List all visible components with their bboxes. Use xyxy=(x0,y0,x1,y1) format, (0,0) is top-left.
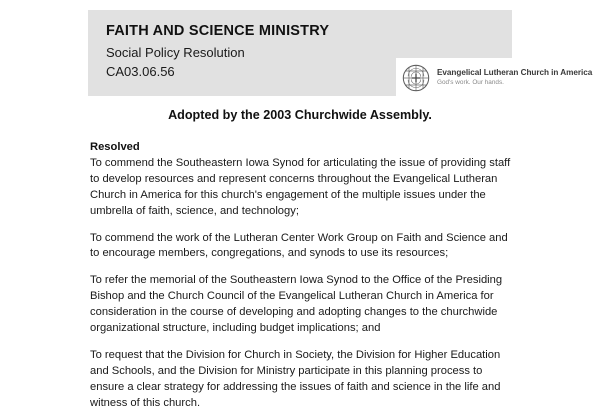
document-header-band xyxy=(88,10,593,96)
resolution-paragraph: To commend the Southeastern Iowa Synod for articulating the issue of providing staff to develop resources and represent concerns throughout the Evangelical Lutheran Church in America for this church's engagement of the multiple issues under the umbrella of faith, science, and technology; xyxy=(90,156,511,217)
resolution-paragraph: To request that the Division for Church in Society, the Division for Higher Education and Schools, and the Division for Ministry participate in this planning process to ensure a clear strategy for addressing the issues of faith and science in the life and witness of this church. xyxy=(90,348,501,409)
resolved-heading: Resolved xyxy=(90,141,140,153)
organization-tagline: God's work. Our hands. xyxy=(437,79,504,87)
elca-cross-circle-logo xyxy=(402,64,430,92)
resolution-body xyxy=(90,140,514,412)
document-subtitle: Social Policy Resolution xyxy=(106,44,245,60)
page-title: FAITH AND SCIENCE MINISTRY xyxy=(106,23,330,39)
organization-name: Evangelical Lutheran Church in America xyxy=(437,68,593,78)
elca-logo-lockup xyxy=(396,58,600,98)
logo-wordmark xyxy=(437,68,592,88)
resolution-paragraph: To refer the memorial of the Southeastern Iowa Synod to the Office of the Presiding Bishop and the Church Council of the Evangelical Lutheran Church in America for consideration in the course of developing and adopting changes to the churchwide organizational structure, including budget implications; and xyxy=(90,274,503,335)
header-text-block xyxy=(106,22,329,82)
resolution-paragraph: To commend the work of the Lutheran Center Work Group on Faith and Science and to encourage members, congregations, and synods to use its resources; xyxy=(90,231,508,260)
adopted-statement: Adopted by the 2003 Churchwide Assembly. xyxy=(168,108,432,122)
document-number: CA03.06.56 xyxy=(106,64,175,80)
